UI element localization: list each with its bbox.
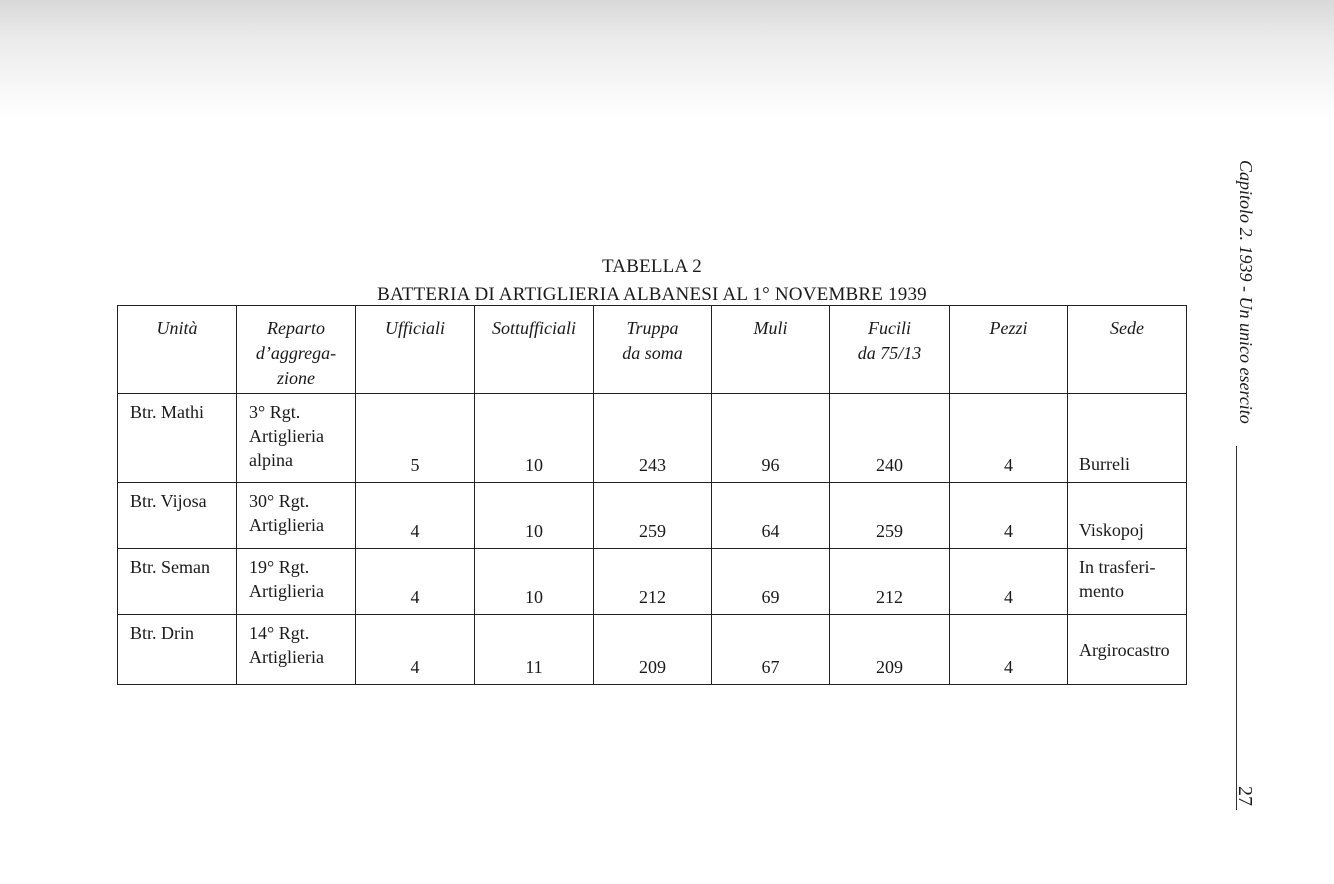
cell-reparto: 14° Rgt. Artiglieria — [237, 615, 356, 685]
cell-truppa: 259 — [594, 483, 712, 549]
header-unita: Unità — [118, 306, 237, 394]
header-pezzi: Pezzi — [950, 306, 1068, 394]
scan-shadow — [0, 0, 1334, 120]
cell-fucili: 240 — [830, 394, 950, 483]
cell-truppa: 212 — [594, 549, 712, 615]
cell-pezzi: 4 — [950, 394, 1068, 483]
page-number: 27 — [1234, 786, 1256, 806]
cell-fucili: 212 — [830, 549, 950, 615]
cell-sede: Burreli — [1068, 394, 1187, 483]
cell-unita: Btr. Mathi — [118, 394, 237, 483]
table-row — [118, 483, 1187, 549]
cell-sede: Viskopoj — [1068, 483, 1187, 549]
cell-reparto: 30° Rgt. Artiglieria — [237, 483, 356, 549]
cell-pezzi: 4 — [950, 615, 1068, 685]
cell-sottufficiali: 10 — [475, 483, 594, 549]
cell-ufficiali: 4 — [356, 483, 475, 549]
cell-unita: Btr. Seman — [118, 549, 237, 615]
cell-sede: Argirocastro — [1068, 615, 1187, 685]
table-number: TABELLA 2 — [601, 256, 703, 277]
cell-pezzi: 4 — [950, 549, 1068, 615]
table-row — [118, 549, 1187, 615]
header-sottufficiali: Sottufficiali — [475, 306, 594, 394]
cell-muli: 69 — [712, 549, 830, 615]
cell-pezzi: 4 — [950, 483, 1068, 549]
cell-muli: 64 — [712, 483, 830, 549]
artillery-table — [117, 305, 1187, 685]
cell-ufficiali: 4 — [356, 549, 475, 615]
cell-sottufficiali: 10 — [475, 394, 594, 483]
header-muli: Muli — [712, 306, 830, 394]
cell-ufficiali: 5 — [356, 394, 475, 483]
cell-sede: In trasferi- mento — [1068, 549, 1187, 615]
cell-sottufficiali: 11 — [475, 615, 594, 685]
cell-reparto: 3° Rgt. Artiglieria alpina — [237, 394, 356, 483]
table-title: BATTERIA DI ARTIGLIERIA ALBANESI AL 1° NOVEMBRE 1939 — [377, 284, 927, 305]
cell-unita: Btr. Vijosa — [118, 483, 237, 549]
margin-rule — [1236, 446, 1237, 810]
table-row — [118, 615, 1187, 685]
cell-fucili: 209 — [830, 615, 950, 685]
header-truppa: Truppa da soma — [594, 306, 712, 394]
cell-fucili: 259 — [830, 483, 950, 549]
cell-ufficiali: 4 — [356, 615, 475, 685]
cell-truppa: 243 — [594, 394, 712, 483]
table-row — [118, 394, 1187, 483]
header-ufficiali: Ufficiali — [356, 306, 475, 394]
cell-reparto: 19° Rgt. Artiglieria — [237, 549, 356, 615]
cell-muli: 96 — [712, 394, 830, 483]
cell-truppa: 209 — [594, 615, 712, 685]
cell-unita: Btr. Drin — [118, 615, 237, 685]
cell-sottufficiali: 10 — [475, 549, 594, 615]
header-fucili: Fucili da 75/13 — [830, 306, 950, 394]
header-row — [118, 306, 1187, 394]
header-sede: Sede — [1068, 306, 1187, 394]
header-reparto: Reparto d’aggrega- zione — [237, 306, 356, 394]
running-head: Capitolo 2. 1939 - Un unico esercito — [1236, 160, 1256, 424]
cell-muli: 67 — [712, 615, 830, 685]
